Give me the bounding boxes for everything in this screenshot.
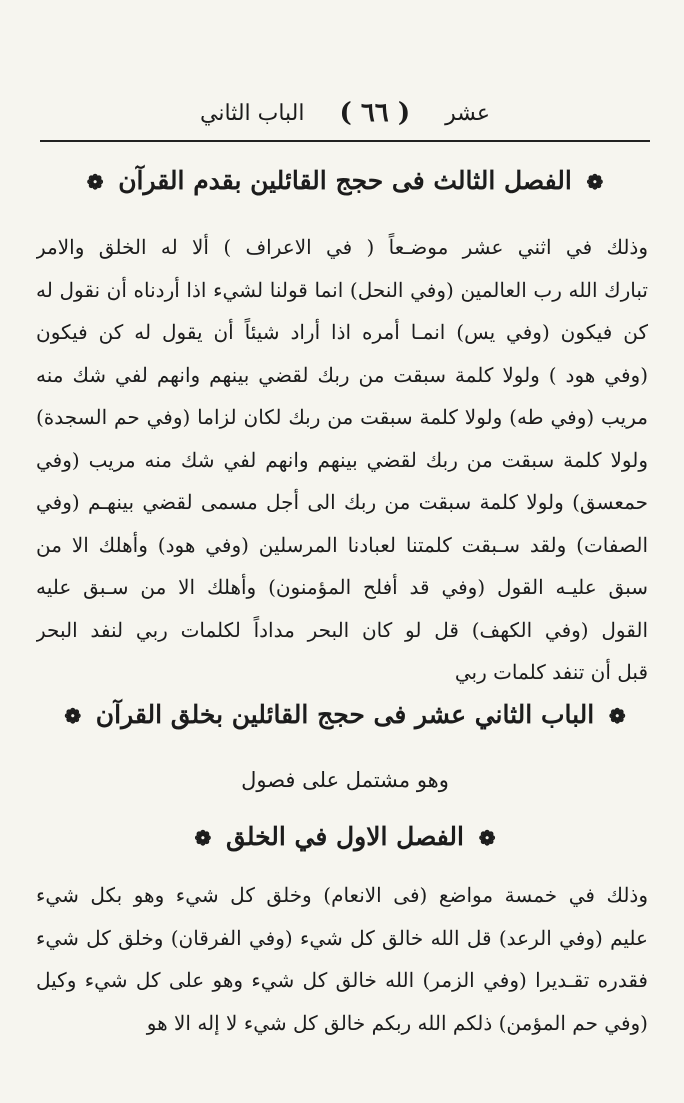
- text-line: سبق عليـه القول (وفي قد أفلح المؤمنون) وأهلك الا من سـبق عليه: [36, 575, 648, 599]
- text-line: حمعسق) ولولا كلمة سبقت من ربك الى أجل مسمى لقضي بينهـم (وفي: [36, 490, 648, 514]
- chapter-subtitle: وهو مشتمل على فصول: [241, 768, 449, 792]
- ornament-icon: ❁: [86, 170, 104, 194]
- text-line: عليم (وفي الرعد) قل الله خالق كل شيء (وفي الفرقان) وخلق كل شيء: [36, 925, 648, 950]
- chapter-title-text: الباب الثاني عشر فى حجج القائلين بخلق القرآن: [95, 700, 595, 729]
- header-chapter-suffix: عشر: [445, 100, 490, 126]
- ornament-icon: ❁: [194, 826, 212, 850]
- section-title-text: الفصل الاول في الخلق: [226, 822, 464, 851]
- header-rule: [40, 140, 650, 142]
- text-line: كن فيكون (وفي يس) انمـا أمره اذا أراد شيئاً أن يقول له كن فيكون: [36, 320, 648, 344]
- text-line: قبل أن تنفد كلمات ربي: [454, 660, 648, 684]
- text-line: (وفي حم المؤمن) ذلكم الله ربكم خالق كل شيء لا إله الا هو: [146, 1010, 648, 1035]
- section-title-2: [40, 822, 650, 851]
- text-line: وذلك في خمسة مواضع (فى الانعام) وخلق كل شيء وهو بكل شيء: [36, 883, 648, 907]
- ornament-icon: ❁: [586, 170, 604, 194]
- section-2-body: [36, 874, 648, 1044]
- text-line: الصفات) ولقد سـبقت كلمتنا لعبادنا المرسلين (وفي هود) وأهلك الا من: [36, 532, 648, 557]
- text-line: تبارك الله رب العالمين (وفي النحل) انما قولنا لشيء اذا أردناه أن نقول له: [36, 277, 648, 302]
- page-number: ( ٦٦ ): [339, 98, 411, 128]
- section-1-body: [36, 226, 648, 694]
- text-line: وذلك في اثني عشر موضـعاً ( في الاعراف ) ألا له الخلق والامر: [36, 235, 648, 259]
- section-title-text: الفصل الثالث فى حجج القائلين بقدم القرآن: [118, 166, 572, 195]
- ornament-icon: ❁: [478, 826, 496, 850]
- text-line: ولولا كلمة سبقت من ربك لقضي بينهم وانهم لفي شك منه مريب (وفي: [36, 447, 648, 472]
- text-line: مريب (وفي طه) ولولا كلمة سبقت من ربك لكان لزاما (وفي حم السجدة): [36, 405, 648, 429]
- text-line: القول (وفي الكهف) قل لو كان البحر مداداً لكلمات ربي لنفد البحر: [36, 617, 648, 642]
- page-header: [200, 88, 490, 138]
- section-title-1: [40, 166, 650, 195]
- ornament-icon: ❁: [608, 704, 626, 728]
- header-chapter-text: الباب الثاني: [200, 100, 305, 126]
- ornament-icon: ❁: [64, 704, 82, 728]
- chapter-title: [40, 700, 650, 729]
- text-line: فقدره تقـديرا (وفي الزمر) الله خالق كل شيء وهو على كل شيء وكيل: [36, 968, 648, 992]
- text-line: (وفي هود ) ولولا كلمة سبقت من ربك لقضي بينهم وانهم لفي شك منه: [36, 362, 648, 387]
